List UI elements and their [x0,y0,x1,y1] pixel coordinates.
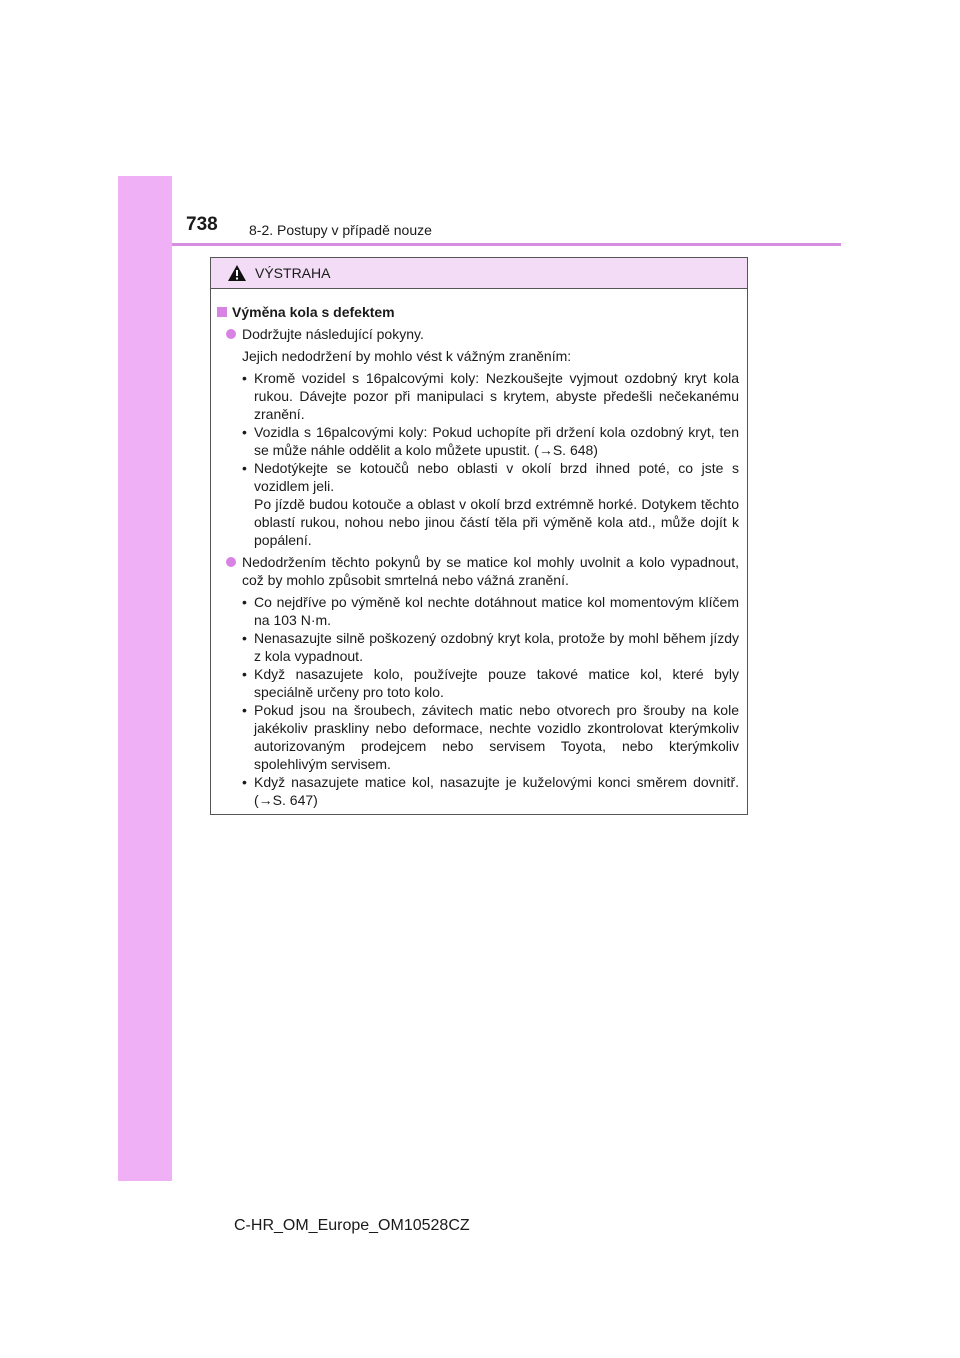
bullet-list-2 [217,593,739,809]
list-item: • Nedotýkejte se kotoučů nebo oblasti v okolí brzd ihned poté, co jste s vozidlem jeli. [217,459,739,495]
intro-text: Jejich nedodržení by mohlo vést k vážným zraněním: [242,348,572,364]
list-item: • Když nasazujete matice kol, nasazujte je kuželovými konci směrem dovnitř. (→S. 647) [217,773,739,809]
document-code: C-HR_OM_Europe_OM10528CZ [234,1217,470,1234]
circle-bullet-icon [226,329,236,339]
circle-bullet-icon [226,557,236,567]
circle-item-2 [217,553,739,589]
list-item-continuation: Po jízdě budou kotouče a oblast v okolí brzd extrémně horké. Dotykem těchto oblastí rukou, nohou nebo jinou částí těla při výměně kola atd., může dojít k popálení. [254,496,739,548]
warning-body [211,289,747,809]
circle-item-text: Dodržujte následující pokyny. [242,326,424,342]
square-bullet-icon [217,307,227,317]
warning-header [211,258,747,289]
warning-triangle-icon [227,264,247,282]
list-item: • Pokud jsou na šroubech, závitech matic nebo otvorech pro šrouby na kole jakékoliv praskliny nebo deformace, nechte vozidlo zkontrolovat kterýmkoliv autorizovaným prodejcem nebo servisem Toyota, nebo kterýmkoliv spolehlivým servisem. [217,701,739,773]
section-title: 8-2. Postupy v případě nouze [249,222,432,238]
circle-item-1 [217,325,739,343]
page-number: 738 [186,214,218,235]
list-item: • Když nasazujete kolo, používejte pouze takové matice kol, které byly speciálně určeny pro toto kolo. [217,665,739,701]
list-item: • Vozidla s 16palcovými koly: Pokud uchopíte při držení kola ozdobný kryt, ten se může náhle oddělit a kolo můžete upustit. (→S. 648) [217,423,739,459]
section-side-tab [118,176,172,1181]
warning-heading [217,303,739,321]
list-item: • Co nejdříve po výměně kol nechte dotáhnout matice kol momentovým klíčem na 103 N·m. [217,593,739,629]
warning-box [210,257,748,815]
bullet-list-1 [217,369,739,549]
circle-item-text: Nedodržením těchto pokynů by se matice kol mohly uvolnit a kolo vypadnout, což by mohlo způsobit smrtelná nebo vážná zranění. [242,554,739,588]
warning-heading-text: Výměna kola s defektem [232,304,395,320]
header-rule [172,243,841,246]
warning-label: VÝSTRAHA [255,265,331,281]
list-item: • Kromě vozidel s 16palcovými koly: Nezkoušejte vyjmout ozdobný kryt kola rukou. Dávejte pozor při manipulaci s krytem, abyste předešli nečekanému zranění. [217,369,739,423]
list-item: • Nenasazujte silně poškozený ozdobný kryt kola, protože by mohl během jízdy z kola vypadnout. [217,629,739,665]
